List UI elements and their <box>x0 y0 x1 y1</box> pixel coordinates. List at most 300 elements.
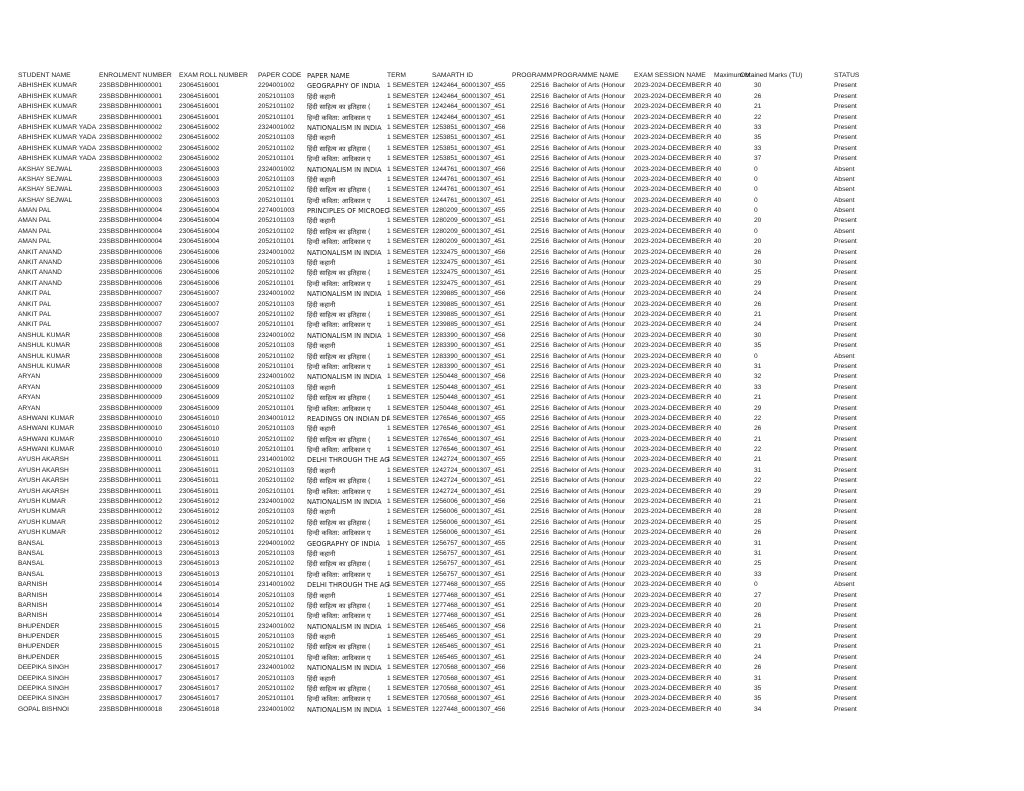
cell-paper-name: हिंदी साहित्य का इतिहास ( <box>307 310 371 319</box>
cell-programme-name: Bachelor of Arts (Honour <box>553 290 626 298</box>
cell-enrolment-number: 23SBSDBHHI000018 <box>99 705 163 713</box>
cell-maximum-marks: 40 <box>714 123 722 131</box>
cell-samarth-id: 1276546_60001307_451 <box>432 446 506 454</box>
cell-term: 1 SEMESTER <box>387 279 429 287</box>
cell-programme-code: 22516 <box>530 529 549 537</box>
cell-programme-code: 22516 <box>530 310 549 318</box>
cell-student-name: ANKIT PAL <box>18 310 52 318</box>
cell-paper-name: हिंदी कहानी <box>307 591 336 600</box>
cell-programme-name: Bachelor of Arts (Honour <box>553 394 626 402</box>
cell-obtained-marks: 32 <box>754 373 762 381</box>
cell-paper-name: NATIONALISM IN INDIA <box>307 664 382 673</box>
cell-exam-roll-number: 23064516010 <box>179 435 220 443</box>
cell-programme-name: Bachelor of Arts (Honour <box>553 310 626 318</box>
cell-student-name: ARYAN <box>18 394 41 402</box>
cell-term: 1 SEMESTER <box>387 633 429 641</box>
cell-programme-code: 22516 <box>530 362 549 370</box>
cell-enrolment-number: 23SBSDBHHI000012 <box>99 529 163 537</box>
cell-term: 1 SEMESTER <box>387 123 429 131</box>
cell-enrolment-number: 23SBSDBHHI000011 <box>99 466 162 474</box>
table-row <box>18 206 870 216</box>
cell-status: Present <box>834 498 857 506</box>
cell-maximum-marks: 40 <box>714 238 722 246</box>
cell-exam-roll-number: 23064516006 <box>179 248 220 256</box>
cell-exam-roll-number: 23064516010 <box>179 446 220 454</box>
cell-paper-name: हिन्दी कविता: आदिकाल ए <box>307 238 371 247</box>
cell-term: 1 SEMESTER <box>387 362 429 370</box>
cell-obtained-marks: 21 <box>754 622 762 630</box>
cell-exam-roll-number: 23064516003 <box>179 186 220 194</box>
cell-samarth-id: 1283390_60001307_456 <box>432 331 506 339</box>
cell-student-name: ARYAN <box>18 404 41 412</box>
cell-samarth-id: 1256757_60001307_455 <box>432 539 506 547</box>
cell-student-name: BARNISH <box>18 601 48 609</box>
cell-paper-code: 2052101101 <box>258 155 295 163</box>
cell-programme-name: Bachelor of Arts (Honour <box>553 373 626 381</box>
column-header-obtained-marks: Obtained Marks (TU) <box>740 72 803 79</box>
cell-term: 1 SEMESTER <box>387 477 429 485</box>
cell-samarth-id: 1256757_60001307_451 <box>432 560 506 568</box>
cell-samarth-id: 1250448_60001307_456 <box>432 373 506 381</box>
cell-paper-code: 2314001002 <box>258 581 295 589</box>
cell-programme-name: Bachelor of Arts (Honour <box>553 674 626 682</box>
cell-programme-code: 22516 <box>530 705 549 713</box>
cell-paper-name: हिंदी कहानी <box>307 175 336 184</box>
cell-obtained-marks: 33 <box>754 570 762 578</box>
table-row <box>18 331 870 341</box>
cell-enrolment-number: 23SBSDBHHI000017 <box>99 674 163 682</box>
cell-maximum-marks: 40 <box>714 466 722 474</box>
cell-exam-session-name: 2023-2024-DECEMBER:R <box>634 601 712 609</box>
cell-paper-code: 2052101101 <box>258 695 295 703</box>
cell-obtained-marks: 22 <box>754 414 762 422</box>
cell-obtained-marks: 37 <box>754 155 762 163</box>
cell-enrolment-number: 23SBSDBHHI000017 <box>99 685 163 693</box>
cell-programme-name: Bachelor of Arts (Honour <box>553 425 626 433</box>
cell-obtained-marks: 26 <box>754 529 762 537</box>
cell-student-name: AMAN PAL <box>18 217 51 225</box>
cell-student-name: BARNISH <box>18 581 48 589</box>
cell-paper-name: हिंदी कहानी <box>307 92 336 101</box>
cell-programme-name: Bachelor of Arts (Honour <box>553 279 626 287</box>
cell-term: 1 SEMESTER <box>387 404 429 412</box>
cell-programme-name: Bachelor of Arts (Honour <box>553 643 626 651</box>
cell-term: 1 SEMESTER <box>387 331 429 339</box>
cell-enrolment-number: 23SBSDBHHI000012 <box>99 518 163 526</box>
cell-student-name: BANSAL <box>18 570 45 578</box>
cell-obtained-marks: 0 <box>754 186 758 194</box>
cell-programme-code: 22516 <box>530 279 549 287</box>
cell-programme-code: 22516 <box>530 238 549 246</box>
cell-exam-session-name: 2023-2024-DECEMBER:R <box>634 383 712 391</box>
cell-status: Present <box>834 92 857 100</box>
cell-exam-roll-number: 23064516002 <box>179 144 220 152</box>
cell-status: Present <box>834 425 857 433</box>
cell-obtained-marks: 0 <box>754 352 758 360</box>
cell-maximum-marks: 40 <box>714 539 722 547</box>
cell-enrolment-number: 23SBSDBHHI000001 <box>99 103 163 111</box>
cell-exam-session-name: 2023-2024-DECEMBER:R <box>634 175 712 183</box>
cell-programme-name: Bachelor of Arts (Honour <box>553 466 626 474</box>
cell-programme-name: Bachelor of Arts (Honour <box>553 248 626 256</box>
cell-student-name: ANSHUL KUMAR <box>18 342 71 350</box>
cell-enrolment-number: 23SBSDBHHI000015 <box>99 653 163 661</box>
cell-status: Absent <box>834 207 855 215</box>
cell-paper-name: हिंदी कहानी <box>307 300 336 309</box>
cell-paper-code: 2294001002 <box>258 539 295 547</box>
cell-enrolment-number: 23SBSDBHHI000002 <box>99 123 163 131</box>
cell-status: Present <box>834 331 857 339</box>
cell-term: 1 SEMESTER <box>387 549 429 557</box>
cell-maximum-marks: 40 <box>714 633 722 641</box>
cell-exam-roll-number: 23064516004 <box>179 207 220 215</box>
column-header-enrolment-number: ENROLMENT NUMBER <box>99 72 172 79</box>
cell-student-name: DEEPIKA SINGH <box>18 674 69 682</box>
cell-paper-name: हिंदी कहानी <box>307 508 336 517</box>
cell-status: Present <box>834 362 857 370</box>
cell-programme-name: Bachelor of Arts (Honour <box>553 196 626 204</box>
cell-obtained-marks: 29 <box>754 404 762 412</box>
cell-exam-session-name: 2023-2024-DECEMBER:R <box>634 685 712 693</box>
cell-exam-roll-number: 23064516014 <box>179 612 220 620</box>
cell-enrolment-number: 23SBSDBHHI000010 <box>99 435 163 443</box>
table-row <box>18 684 870 694</box>
cell-student-name: ANKIT PAL <box>18 321 52 329</box>
table-row <box>18 601 870 611</box>
cell-programme-code: 22516 <box>530 601 549 609</box>
cell-paper-name: DELHI THROUGH THE AG <box>307 581 390 590</box>
cell-status: Present <box>834 248 857 256</box>
table-row <box>18 320 870 330</box>
cell-programme-code: 22516 <box>530 549 549 557</box>
cell-obtained-marks: 35 <box>754 695 762 703</box>
cell-exam-roll-number: 23064516001 <box>179 92 220 100</box>
cell-paper-name: हिंदी कहानी <box>307 674 336 683</box>
cell-status: Present <box>834 310 857 318</box>
cell-maximum-marks: 40 <box>714 113 722 121</box>
cell-exam-roll-number: 23064516014 <box>179 591 220 599</box>
cell-samarth-id: 1256006_60001307_451 <box>432 508 506 516</box>
cell-student-name: BHUPENDER <box>18 633 60 641</box>
cell-exam-session-name: 2023-2024-DECEMBER:R <box>634 103 712 111</box>
cell-maximum-marks: 40 <box>714 321 722 329</box>
cell-exam-session-name: 2023-2024-DECEMBER:R <box>634 290 712 298</box>
cell-exam-roll-number: 23064516006 <box>179 279 220 287</box>
cell-exam-roll-number: 23064516014 <box>179 601 220 609</box>
cell-exam-session-name: 2023-2024-DECEMBER:R <box>634 425 712 433</box>
cell-programme-name: Bachelor of Arts (Honour <box>553 435 626 443</box>
cell-exam-session-name: 2023-2024-DECEMBER:R <box>634 310 712 318</box>
cell-paper-code: 2052101102 <box>258 685 295 693</box>
cell-samarth-id: 1239885_60001307_451 <box>432 310 506 318</box>
cell-obtained-marks: 31 <box>754 539 762 547</box>
cell-samarth-id: 1265465_60001307_456 <box>432 622 506 630</box>
cell-enrolment-number: 23SBSDBHHI000004 <box>99 227 163 235</box>
cell-exam-session-name: 2023-2024-DECEMBER:R <box>634 414 712 422</box>
cell-status: Present <box>834 705 857 713</box>
cell-status: Present <box>834 134 857 142</box>
cell-samarth-id: 1283390_60001307_451 <box>432 362 506 370</box>
cell-programme-name: Bachelor of Arts (Honour <box>553 664 626 672</box>
cell-exam-roll-number: 23064516013 <box>179 549 220 557</box>
cell-student-name: ABHISHEK KUMAR YADA <box>18 123 97 131</box>
cell-maximum-marks: 40 <box>714 175 722 183</box>
cell-paper-name: हिन्दी कविता: आदिकाल ए <box>307 279 371 288</box>
cell-paper-name: NATIONALISM IN INDIA <box>307 498 382 507</box>
cell-obtained-marks: 31 <box>754 549 762 557</box>
cell-samarth-id: 1256757_60001307_451 <box>432 549 506 557</box>
cell-paper-code: 2052101101 <box>258 113 295 121</box>
cell-status: Present <box>834 560 857 568</box>
cell-student-name: ASHWANI KUMAR <box>18 435 75 443</box>
table-row <box>18 424 870 434</box>
cell-exam-session-name: 2023-2024-DECEMBER:R <box>634 508 712 516</box>
cell-exam-session-name: 2023-2024-DECEMBER:R <box>634 446 712 454</box>
cell-maximum-marks: 40 <box>714 549 722 557</box>
column-header-exam-roll-number: EXAM ROLL NUMBER <box>179 72 248 79</box>
cell-status: Present <box>834 664 857 672</box>
cell-programme-name: Bachelor of Arts (Honour <box>553 342 626 350</box>
cell-maximum-marks: 40 <box>714 518 722 526</box>
cell-obtained-marks: 30 <box>754 82 762 90</box>
cell-paper-code: 2324001002 <box>258 622 295 630</box>
table-row <box>18 611 870 621</box>
cell-programme-code: 22516 <box>530 144 549 152</box>
cell-enrolment-number: 23SBSDBHHI000011 <box>99 487 162 495</box>
cell-programme-name: Bachelor of Arts (Honour <box>553 612 626 620</box>
cell-paper-name: हिंदी साहित्य का इतिहास ( <box>307 477 371 486</box>
cell-status: Present <box>834 123 857 131</box>
cell-exam-roll-number: 23064516009 <box>179 383 220 391</box>
cell-programme-name: Bachelor of Arts (Honour <box>553 653 626 661</box>
table-row <box>18 393 870 403</box>
cell-obtained-marks: 35 <box>754 342 762 350</box>
cell-term: 1 SEMESTER <box>387 290 429 298</box>
cell-programme-name: Bachelor of Arts (Honour <box>553 705 626 713</box>
cell-programme-code: 22516 <box>530 300 549 308</box>
cell-obtained-marks: 31 <box>754 466 762 474</box>
cell-programme-code: 22516 <box>530 186 549 194</box>
cell-maximum-marks: 40 <box>714 643 722 651</box>
cell-maximum-marks: 40 <box>714 217 722 225</box>
cell-exam-roll-number: 23064516001 <box>179 103 220 111</box>
cell-term: 1 SEMESTER <box>387 518 429 526</box>
cell-exam-session-name: 2023-2024-DECEMBER:R <box>634 269 712 277</box>
cell-programme-code: 22516 <box>530 227 549 235</box>
table-row <box>18 455 870 465</box>
column-header-status: STATUS <box>834 72 860 79</box>
cell-samarth-id: 1239885_60001307_456 <box>432 290 506 298</box>
cell-status: Present <box>834 259 857 267</box>
cell-enrolment-number: 23SBSDBHHI000009 <box>99 394 163 402</box>
cell-term: 1 SEMESTER <box>387 570 429 578</box>
cell-paper-code: 2052101101 <box>258 196 295 204</box>
table-row <box>18 300 870 310</box>
cell-status: Present <box>834 290 857 298</box>
cell-samarth-id: 1242464_60001307_451 <box>432 103 506 111</box>
cell-paper-name: हिंदी साहित्य का इतिहास ( <box>307 227 371 236</box>
cell-student-name: AYUSH KUMAR <box>18 529 66 537</box>
cell-status: Present <box>834 591 857 599</box>
cell-paper-code: 2052101103 <box>258 633 295 641</box>
cell-paper-code: 2052101101 <box>258 279 295 287</box>
cell-samarth-id: 1250448_60001307_451 <box>432 383 506 391</box>
cell-maximum-marks: 40 <box>714 207 722 215</box>
cell-maximum-marks: 40 <box>714 269 722 277</box>
cell-exam-session-name: 2023-2024-DECEMBER:R <box>634 560 712 568</box>
table-row <box>18 383 870 393</box>
table-row <box>18 591 870 601</box>
cell-student-name: ANKIT PAL <box>18 290 52 298</box>
cell-maximum-marks: 40 <box>714 259 722 267</box>
cell-enrolment-number: 23SBSDBHHI000007 <box>99 310 163 318</box>
cell-exam-roll-number: 23064516013 <box>179 539 220 547</box>
cell-paper-name: हिन्दी कविता: आदिकाल ए <box>307 404 371 413</box>
cell-exam-session-name: 2023-2024-DECEMBER:R <box>634 456 712 464</box>
cell-maximum-marks: 40 <box>714 279 722 287</box>
cell-programme-name: Bachelor of Arts (Honour <box>553 238 626 246</box>
cell-programme-name: Bachelor of Arts (Honour <box>553 113 626 121</box>
cell-status: Present <box>834 144 857 152</box>
cell-samarth-id: 1244761_60001307_451 <box>432 186 506 194</box>
cell-paper-code: 2052101101 <box>258 487 295 495</box>
cell-programme-code: 22516 <box>530 404 549 412</box>
cell-exam-roll-number: 23064516011 <box>179 477 219 485</box>
cell-term: 1 SEMESTER <box>387 591 429 599</box>
cell-exam-roll-number: 23064516007 <box>179 321 220 329</box>
cell-programme-code: 22516 <box>530 570 549 578</box>
cell-enrolment-number: 23SBSDBHHI000011 <box>99 456 162 464</box>
cell-programme-code: 22516 <box>530 155 549 163</box>
cell-programme-name: Bachelor of Arts (Honour <box>553 82 626 90</box>
table-row <box>18 81 870 91</box>
cell-samarth-id: 1244761_60001307_451 <box>432 196 506 204</box>
cell-term: 1 SEMESTER <box>387 435 429 443</box>
cell-obtained-marks: 21 <box>754 103 762 111</box>
cell-enrolment-number: 23SBSDBHHI000013 <box>99 570 163 578</box>
cell-programme-code: 22516 <box>530 487 549 495</box>
cell-maximum-marks: 40 <box>714 248 722 256</box>
cell-programme-name: Bachelor of Arts (Honour <box>553 560 626 568</box>
cell-exam-roll-number: 23064516010 <box>179 425 220 433</box>
cell-maximum-marks: 40 <box>714 290 722 298</box>
cell-paper-name: GEOGRAPHY OF INDIA <box>307 539 380 548</box>
cell-paper-code: 2052101103 <box>258 549 295 557</box>
cell-samarth-id: 1277468_60001307_451 <box>432 591 506 599</box>
cell-programme-code: 22516 <box>530 591 549 599</box>
cell-programme-name: Bachelor of Arts (Honour <box>553 217 626 225</box>
cell-paper-code: 2274001003 <box>258 207 295 215</box>
cell-paper-code: 2052101103 <box>258 383 295 391</box>
cell-status: Present <box>834 383 857 391</box>
cell-samarth-id: 1239885_60001307_451 <box>432 300 506 308</box>
cell-obtained-marks: 0 <box>754 165 758 173</box>
cell-paper-code: 2052101102 <box>258 352 295 360</box>
table-row <box>18 237 870 247</box>
cell-student-name: ANSHUL KUMAR <box>18 362 71 370</box>
cell-enrolment-number: 23SBSDBHHI000013 <box>99 549 163 557</box>
cell-exam-roll-number: 23064516007 <box>179 300 220 308</box>
cell-paper-code: 2052101102 <box>258 643 295 651</box>
cell-paper-code: 2052101101 <box>258 362 295 370</box>
table-row <box>18 185 870 195</box>
cell-exam-session-name: 2023-2024-DECEMBER:R <box>634 612 712 620</box>
cell-student-name: BHUPENDER <box>18 622 60 630</box>
cell-exam-session-name: 2023-2024-DECEMBER:R <box>634 591 712 599</box>
cell-programme-code: 22516 <box>530 175 549 183</box>
cell-enrolment-number: 23SBSDBHHI000007 <box>99 321 163 329</box>
cell-maximum-marks: 40 <box>714 342 722 350</box>
cell-student-name: AMAN PAL <box>18 207 51 215</box>
cell-programme-name: Bachelor of Arts (Honour <box>553 633 626 641</box>
cell-enrolment-number: 23SBSDBHHI000012 <box>99 498 163 506</box>
cell-maximum-marks: 40 <box>714 653 722 661</box>
cell-exam-roll-number: 23064516003 <box>179 196 220 204</box>
cell-exam-session-name: 2023-2024-DECEMBER:R <box>634 498 712 506</box>
cell-term: 1 SEMESTER <box>387 414 429 422</box>
cell-maximum-marks: 40 <box>714 487 722 495</box>
cell-programme-name: Bachelor of Arts (Honour <box>553 446 626 454</box>
table-body <box>18 81 870 715</box>
cell-enrolment-number: 23SBSDBHHI000009 <box>99 404 163 412</box>
cell-samarth-id: 1253851_60001307_451 <box>432 134 506 142</box>
cell-status: Absent <box>834 227 855 235</box>
cell-status: Present <box>834 529 857 537</box>
cell-exam-roll-number: 23064516007 <box>179 310 220 318</box>
table-row <box>18 102 870 112</box>
cell-student-name: AMAN PAL <box>18 238 51 246</box>
cell-maximum-marks: 40 <box>714 373 722 381</box>
cell-programme-name: Bachelor of Arts (Honour <box>553 570 626 578</box>
table-row <box>18 123 870 133</box>
cell-paper-code: 2052101102 <box>258 601 295 609</box>
cell-maximum-marks: 40 <box>714 622 722 630</box>
cell-student-name: ANKIT ANAND <box>18 248 62 256</box>
cell-student-name: AYUSH AKARSH <box>18 456 69 464</box>
cell-obtained-marks: 26 <box>754 425 762 433</box>
cell-term: 1 SEMESTER <box>387 113 429 121</box>
cell-programme-code: 22516 <box>530 695 549 703</box>
cell-student-name: BARNISH <box>18 591 48 599</box>
cell-status: Present <box>834 321 857 329</box>
cell-samarth-id: 1277468_60001307_451 <box>432 601 506 609</box>
cell-maximum-marks: 40 <box>714 477 722 485</box>
cell-student-name: AYUSH KUMAR <box>18 498 66 506</box>
cell-term: 1 SEMESTER <box>387 134 429 142</box>
cell-samarth-id: 1280209_60001307_451 <box>432 217 506 225</box>
cell-term: 1 SEMESTER <box>387 186 429 194</box>
cell-exam-roll-number: 23064516011 <box>179 466 219 474</box>
cell-obtained-marks: 28 <box>754 508 762 516</box>
cell-status: Absent <box>834 352 855 360</box>
column-header-student-name: STUDENT NAME <box>18 72 71 79</box>
cell-maximum-marks: 40 <box>714 165 722 173</box>
table-row <box>18 622 870 632</box>
cell-samarth-id: 1242724_60001307_451 <box>432 487 506 495</box>
cell-paper-code: 2324001002 <box>258 331 295 339</box>
cell-paper-name: हिन्दी कविता: आदिकाल ए <box>307 196 371 205</box>
cell-paper-name: हिंदी साहित्य का इतिहास ( <box>307 103 371 112</box>
cell-enrolment-number: 23SBSDBHHI000001 <box>99 82 163 90</box>
cell-obtained-marks: 27 <box>754 591 762 599</box>
cell-obtained-marks: 33 <box>754 144 762 152</box>
cell-paper-code: 2052101101 <box>258 529 295 537</box>
cell-exam-session-name: 2023-2024-DECEMBER:R <box>634 373 712 381</box>
cell-exam-session-name: 2023-2024-DECEMBER:R <box>634 549 712 557</box>
cell-exam-roll-number: 23064516017 <box>179 685 220 693</box>
table-row <box>18 248 870 258</box>
table-row <box>18 310 870 320</box>
